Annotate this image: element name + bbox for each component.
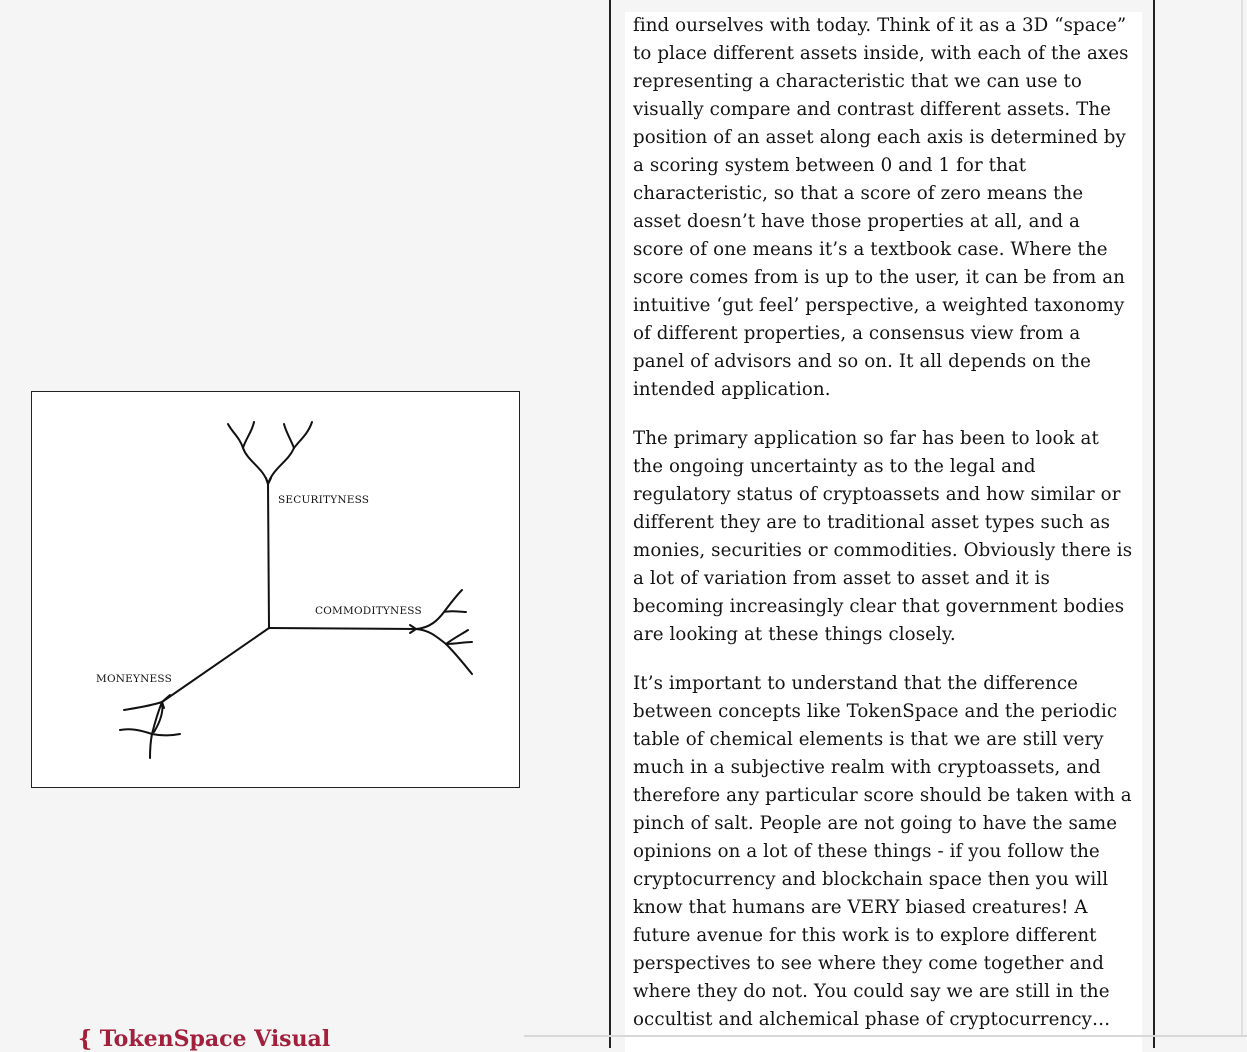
article-paragraph: find ourselves with today. Think of it as a 3D “space” to place different assets inside, with each of the axes representing a characteristic that we can use to visually compare and contrast different assets. The position of an asset along each axis is determined by a scoring system between 0 and 1 for that characteristic, so that a score of zero means the asset doesn’t have those properties at all, and a score of one means it’s a textbook case. Where the score comes from is up to the user, it can be from an intuitive ‘gut feel’ perspective, a weighted taxonomy of different properties, a consensus view from a panel of advisors and so on. It all depends on the intended application. [633, 15, 1129, 400]
commodityness-label: COMMODITYNESS [315, 605, 422, 617]
moneyness-label: MONEYNESS [96, 673, 172, 685]
commodityness-axis-line [269, 628, 416, 629]
article-body [625, 12, 1142, 1052]
article-paragraph: It’s important to understand that the difference between concepts like TokenSpace and the periodic table of chemical elements is that we are still very much in a subjective realm with cryptoassets, and therefore any particular score should be taken with a pinch of salt. People are not going to have the same opinions on a lot of these things - if you follow the cryptocurrency and blockchain space then you will know that humans are VERY biased creatures! A future avenue for this work is to explore different perspectives to see where they come together and where they do not. You could say we are still in the occultist and alchemical phase of cryptocurrency… [633, 673, 1132, 1030]
article-paragraph: The primary application so far has been to look at the ongoing uncertainty as to the legal and regulatory status of cryptoassets and how similar or different they are to traditional asset types such as monies, securities or commodities. Obviously there is a lot of variation from asset to asset and it is becoming increasingly clear that government bodies are looking at these things closely. [633, 428, 1133, 645]
securityness-axis-line [268, 484, 269, 628]
left-column [0, 0, 608, 1052]
tokenspace-sketch-figure [31, 391, 520, 788]
article-panel [609, 0, 1155, 1048]
moneyness-axis-line [162, 628, 269, 702]
securityness-label: SECURITYNESS [278, 494, 370, 506]
figure-caption-heading: { TokenSpace Visual [78, 1026, 331, 1052]
tokenspace-axes-sketch [32, 392, 519, 787]
right-gutter-line [1241, 0, 1243, 1037]
